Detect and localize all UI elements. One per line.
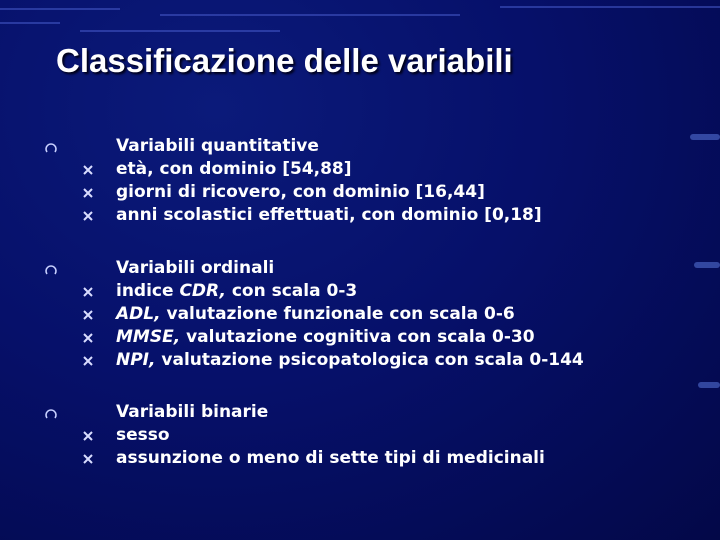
section-heading: Variabili binarie: [116, 402, 269, 422]
section-heading: Variabili ordinali: [116, 258, 275, 278]
right-edge-decoration: [680, 120, 720, 420]
circle-bullet-icon: [44, 263, 58, 277]
list-item: età, con dominio [54,88]: [116, 159, 352, 179]
circle-bullet-icon: [44, 407, 58, 421]
list-item: ADL, valutazione funzionale con scala 0-6: [116, 304, 515, 324]
list-item: MMSE, valutazione cognitiva con scala 0-30: [116, 327, 535, 347]
list-item: assunzione o meno di sette tipi di medicinali: [116, 448, 545, 468]
x-bullet-icon: [82, 430, 94, 442]
list-item: NPI, valutazione psicopatologica con scala 0-144: [116, 350, 584, 370]
slide-title: Classificazione delle variabili: [56, 42, 513, 79]
x-bullet-icon: [82, 332, 94, 344]
x-bullet-icon: [82, 453, 94, 465]
circle-bullet-icon: [44, 141, 58, 155]
list-item: anni scolastici effettuati, con dominio [0,18]: [116, 205, 542, 225]
x-bullet-icon: [82, 286, 94, 298]
x-bullet-icon: [82, 164, 94, 176]
list-item: giorni di ricovero, con dominio [16,44]: [116, 182, 485, 202]
list-item: indice CDR, con scala 0-3: [116, 281, 358, 301]
x-bullet-icon: [82, 309, 94, 321]
list-item: sesso: [116, 425, 170, 445]
x-bullet-icon: [82, 210, 94, 222]
x-bullet-icon: [82, 355, 94, 367]
section-heading: Variabili quantitative: [116, 136, 319, 156]
x-bullet-icon: [82, 187, 94, 199]
